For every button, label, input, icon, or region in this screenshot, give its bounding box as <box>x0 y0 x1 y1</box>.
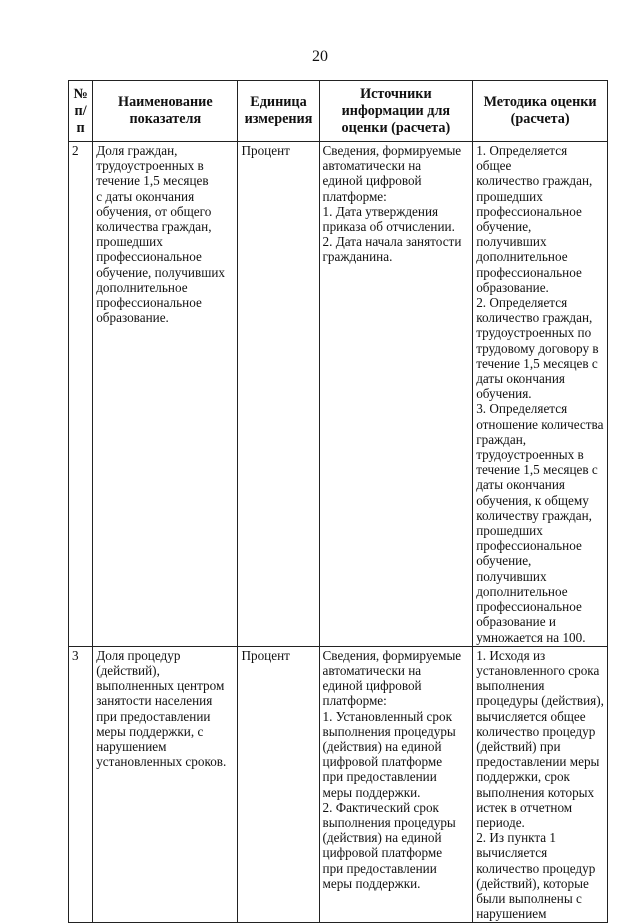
header-method: Методика оценки (расчета) <box>473 81 608 142</box>
table-row <box>69 142 608 647</box>
cell-source: Сведения, формируемые автоматически на единой цифровой платформе: 1. Дата утверждения приказа об отчислении. 2. Дата начала занятости гражданина. <box>319 142 473 647</box>
header-name: Наименование показателя <box>93 81 238 142</box>
cell-source: Сведения, формируемые автоматически на единой цифровой платформе: 1. Установленный срок выполнения процедуры (действия) на единой цифровой платформе при предоставлении меры поддержки. 2. Фактический срок выполнения процедуры (действия) на единой цифровой платформе при предоставлении меры поддержки. <box>319 646 473 923</box>
header-source: Источники информации для оценки (расчета) <box>319 81 473 142</box>
cell-method: 1. Исходя из установленного срока выполнения процедуры (действия), вычисляется общее количество процедур (действий) при предоставлении меры поддержки, срок выполнения которых истек в отчетном периоде. 2. Из пункта 1 вычисляется количество процедур (действий), которые были выполнены с нарушением <box>473 646 608 923</box>
cell-num: 2 <box>69 142 93 647</box>
cell-num: 3 <box>69 646 93 923</box>
header-num: № п/п <box>69 81 93 142</box>
cell-name: Доля процедур (действий), выполненных центром занятости населения при предоставлении меры поддержки, с нарушением установленных сроков. <box>93 646 238 923</box>
indicators-table <box>68 80 608 923</box>
cell-method: 1. Определяется общее количество граждан, прошедших профессиональное обучение, получивших дополнительное профессиональное образование. 2. Определяется количество граждан, трудоустроенных по трудовому договору в течение 1,5 месяцев с даты окончания обучения. 3. Определяется отношение количества граждан, трудоустроенных в течение 1,5 месяцев с даты окончания обучения, к общему количеству граждан, прошедших профессиональное обучение, получивших дополнительное профессиональное образование и умножается на 100. <box>473 142 608 647</box>
cell-unit: Процент <box>238 646 319 923</box>
table-header-row <box>69 81 608 142</box>
page-number: 20 <box>312 48 328 65</box>
cell-name: Доля граждан, трудоустроенных в течение 1,5 месяцев с даты окончания обучения, от общего количества граждан, прошедших профессиональное обучение, получивших дополнительное профессиональное образование. <box>93 142 238 647</box>
cell-unit: Процент <box>238 142 319 647</box>
header-unit: Единица измерения <box>238 81 319 142</box>
table-row <box>69 646 608 923</box>
